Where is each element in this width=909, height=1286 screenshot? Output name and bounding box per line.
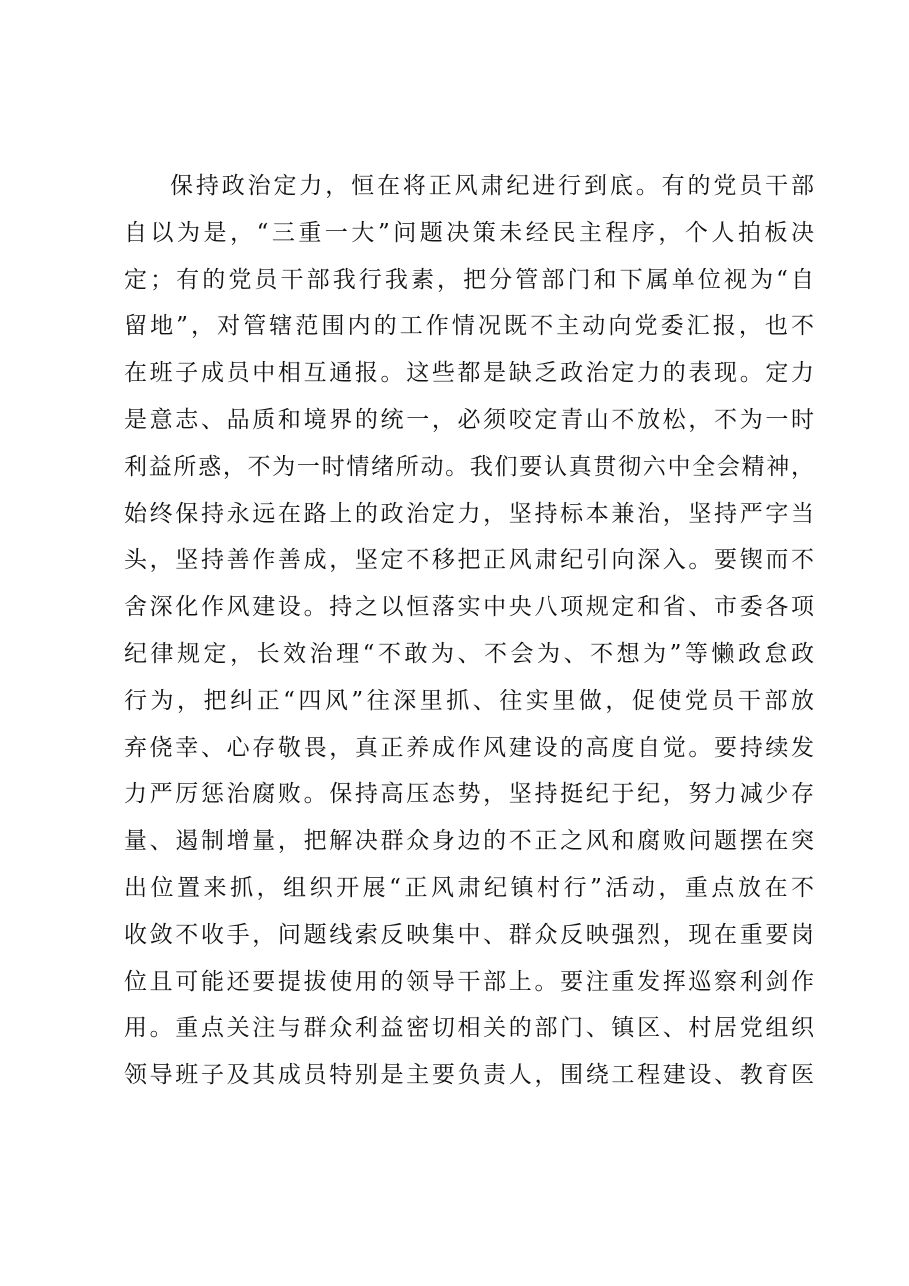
text-line-12: 行为，把纠正“四风”往深里抓、往实里做，促使党员干部放 [124,687,814,714]
text-line-13: 弃侥幸、心存敬畏，真正养成作风建设的高度自觉。要持续发 [124,734,814,761]
text-line-5: 在班子成员中相互通报。这些都是缺乏政治定力的表现。定力 [124,360,814,387]
text-line-16: 出位置来抓，组织开展“正风肃纪镇村行”活动，重点放在不 [124,874,814,901]
text-line-20: 领导班子及其成员特别是主要负责人，围绕工程建设、教育医 [124,1062,814,1089]
text-line-2: 自以为是，“三重一大”问题决策未经民主程序，个人拍板决 [124,219,814,246]
text-line-3: 定；有的党员干部我行我素，把分管部门和下属单位视为“自 [124,266,814,293]
body-paragraph [124,163,814,1099]
text-line-8: 始终保持永远在路上的政治定力，坚持标本兼治，坚持严字当 [124,500,814,527]
text-line-4: 留地”，对管辖范围内的工作情况既不主动向党委汇报，也不 [124,313,814,340]
text-line-15: 量、遏制增量，把解决群众身边的不正之风和腐败问题摆在突 [124,828,814,855]
text-line-6: 是意志、品质和境界的统一，必须咬定青山不放松，不为一时 [124,406,814,433]
text-line-11: 纪律规定，长效治理“不敢为、不会为、不想为”等懒政怠政 [124,640,814,667]
text-line-10: 舍深化作风建设。持之以恒落实中央八项规定和省、市委各项 [124,594,814,621]
text-line-19: 用。重点关注与群众利益密切相关的部门、镇区、村居党组织 [124,1015,814,1042]
text-line-17: 收敛不收手，问题线索反映集中、群众反映强烈，现在重要岗 [124,921,814,948]
text-line-14: 力严厉惩治腐败。保持高压态势，坚持挺纪于纪，努力减少存 [124,781,814,808]
text-line-18: 位且可能还要提拔使用的领导干部上。要注重发挥巡察利剑作 [124,968,814,995]
text-line-1: 保持政治定力，恒在将正风肃纪进行到底。有的党员干部 [170,173,814,199]
text-line-7: 利益所惑，不为一时情绪所动。我们要认真贯彻六中全会精神， [124,453,814,480]
text-line-9: 头，坚持善作善成，坚定不移把正风肃纪引向深入。要锲而不 [124,547,814,574]
